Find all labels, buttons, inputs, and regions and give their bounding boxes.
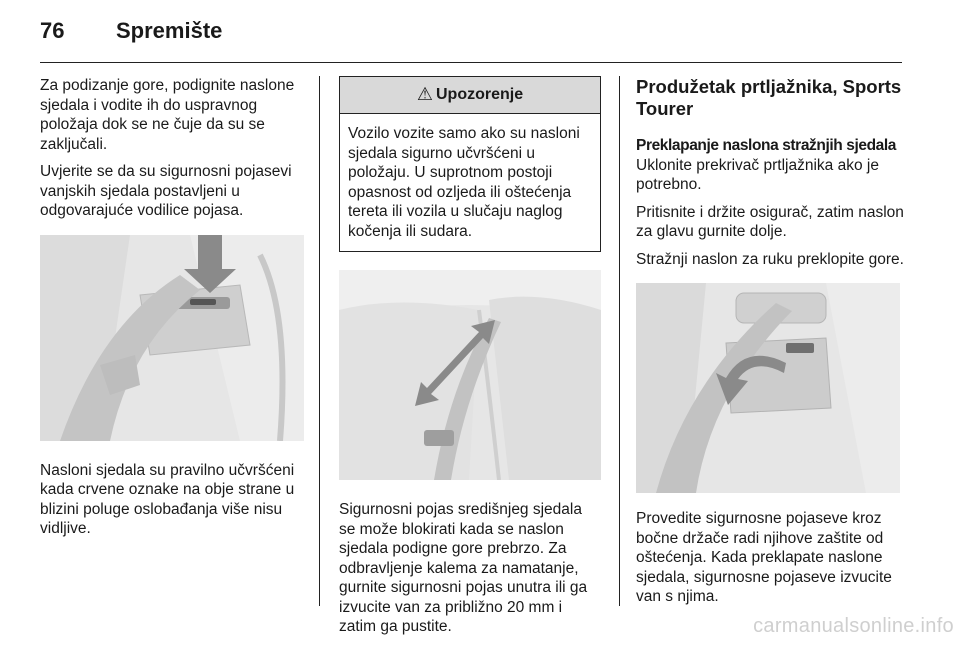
page-number: 76 xyxy=(40,18,65,43)
column-divider-2 xyxy=(619,76,620,606)
col3-paragraph-1: Uklonite prekrivač prtljažnika ako je potrebno. xyxy=(636,156,879,193)
col3-paragraph-3: Stražnji naslon za ruku preklopite gore. xyxy=(636,250,904,268)
warning-title: Upozorenje xyxy=(436,86,524,104)
warning-box xyxy=(339,76,601,252)
col1-paragraph-1: Za podizanje gore, podignite naslone sjedala i vodite ih do uspravnog položaja dok se ne čuje da su se zaključali. xyxy=(40,77,295,153)
section-title: Spremište xyxy=(116,18,223,43)
page-header xyxy=(40,18,222,48)
col2-paragraph-1: Sigurnosni pojas središnjeg sjedala se može blokirati kada se naslon sjedala podigne gore prebrzo. Za odbravljenje kalema za namatanje, gurnite sigurnosni pojas unutra ili ga izvucite van za približno 20 mm i zatim ga pustite. xyxy=(339,501,588,635)
col3-paragraph-4: Provedite sigurnosne pojaseve kroz bočne držače radi njihove zaštite od oštećenja. Kada preklapate naslone sjedala, sigurnosne pojaseve izvucite van s njima. xyxy=(636,510,892,605)
warning-triangle-icon: ⚠ xyxy=(416,84,433,105)
headrest-fold-illustration xyxy=(636,283,900,493)
column-3 xyxy=(636,76,904,615)
column-2 xyxy=(339,76,601,645)
subsection-heading: Produžetak prtljažnika, Sports Tourer xyxy=(636,76,902,119)
warning-text: Vozilo vozite samo ako su nasloni sjedala sigurno učvršćeni u položaju. U suprotnom postoji opasnost od ozljeda ili oštećenja tereta ili vozila u slučaju naglog kočenja ili sudara. xyxy=(348,125,580,240)
column-divider-1 xyxy=(319,76,320,606)
column-1 xyxy=(40,76,312,547)
warning-header xyxy=(340,77,600,114)
watermark: carmanualsonline.info xyxy=(753,615,954,637)
col1-paragraph-3: Nasloni sjedala su pravilno učvršćeni kada crvene oznake na obje strane u blizini poluge oslobađanja više nisu vidljive. xyxy=(40,461,295,537)
seat-latch-illustration xyxy=(40,235,304,441)
col3-paragraph-2: Pritisnite i držite osigurač, zatim naslon za glavu gurnite dolje. xyxy=(636,203,904,240)
header-divider xyxy=(40,62,902,63)
col1-paragraph-2: Uvjerite se da su sigurnosni pojasevi vanjskih sjedala postavljeni u odgovarajuće vodilice pojasa. xyxy=(40,163,292,219)
center-belt-illustration xyxy=(339,270,601,480)
fold-procedure-heading: Preklapanje naslona stražnjih sjedala xyxy=(636,137,897,154)
